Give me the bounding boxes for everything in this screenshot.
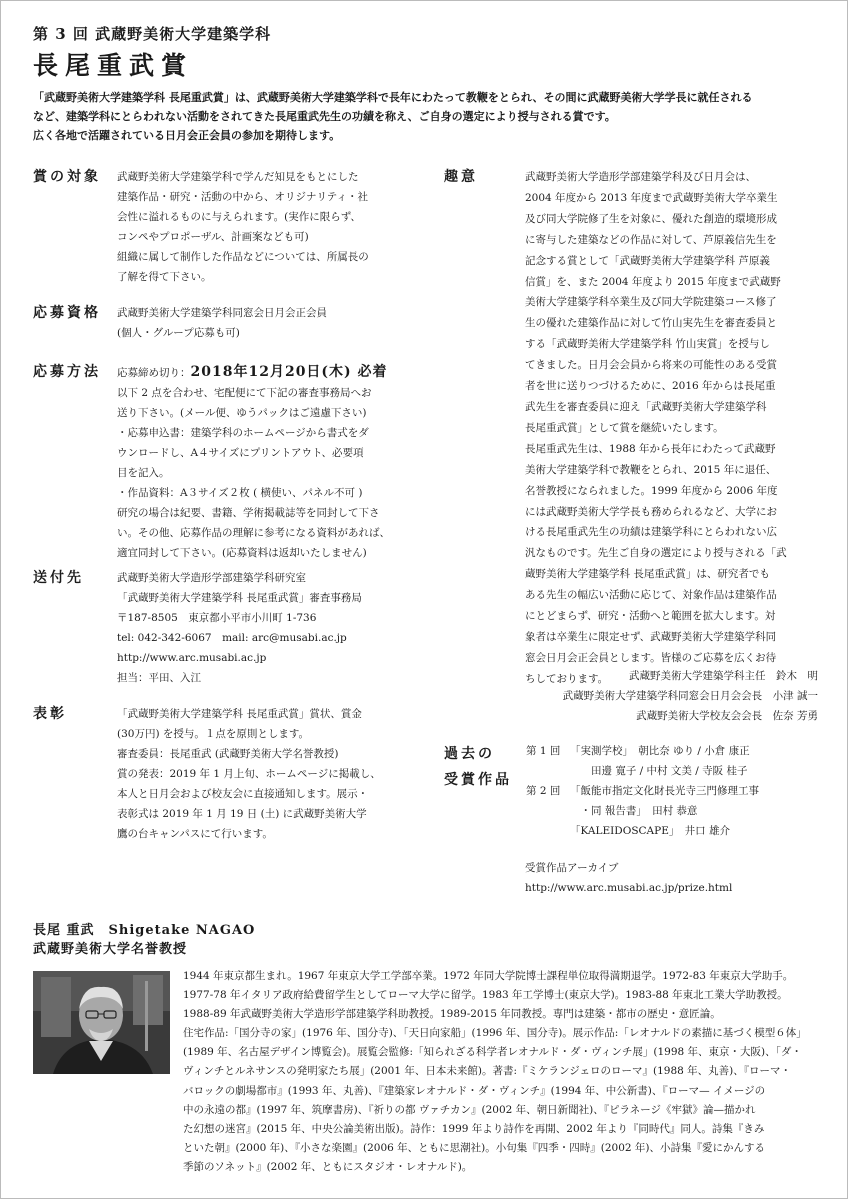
signatories [444, 666, 818, 726]
text-line: い。その他、応募作品の理解に参考になる資料があれば、 [117, 527, 390, 539]
section-label: 応募方法 [33, 364, 101, 380]
text-line: 1988-89 年武蔵野美術大学造形学部建築学科助教授。1989-2015 年同教授。専門は建築・都市の歴史・意匠論。 [183, 1008, 721, 1021]
right-column [444, 167, 824, 690]
archive-link[interactable]: http://www.arc.musabi.ac.jp/prize.html [525, 882, 733, 894]
text-line: 以下 2 点を合わせ、宅配便にて下記の審査事務局へお [117, 387, 372, 399]
text-line: 美術大学建築学科卒業生及び同大学院建築コース修了 [525, 296, 777, 309]
text-line: には武蔵野美術大学学長も務められるなど、大学にお [525, 505, 777, 518]
text-line: 〒187-8505 東京都小平市小川町 1-736 [117, 612, 317, 624]
list-item [526, 821, 824, 841]
text-line: 目を記入。 [117, 467, 170, 479]
text-line: 名誉教授になられました。1999 年度から 2006 年度 [525, 484, 778, 497]
archive-label: 受賞作品アーカイブ [525, 862, 619, 874]
text-line: (1989 年、名古屋デザイン博覧会)。展覧会監修:「知られざる科学者レオナルド・ダ・ヴィンチ展」(1998 年、東京・大阪)、「ダ・ [183, 1046, 802, 1059]
text-line: 武蔵野美術大学建築学科同窓会日月会正会員 [117, 307, 327, 319]
text-line: 鷹の台キャンパスにて行います。 [117, 828, 273, 840]
text-line: 記念する賞として「武蔵野美術大学建築学科 芦原義 [525, 254, 770, 267]
text-line: 象者は卒業生に限定せず、武蔵野美術大学建築学科同 [525, 630, 777, 643]
text-line: 了解を得て下さい。 [117, 271, 212, 283]
text-line: (30万円) を授与。１点を原則とします。 [117, 728, 310, 740]
text-line: する「武蔵野美術大学建築学科 竹山実賞」を授与し [525, 338, 770, 351]
award-number [526, 801, 570, 821]
text-line: (個人・グループ応募も可) [117, 327, 240, 339]
award-text: ・同 報告書」 田村 恭意 [570, 805, 698, 817]
text-line: 適宜同封して下さい。(応募資料は返却いたしません) [117, 547, 367, 559]
section-address [33, 568, 413, 704]
award-text: 「KALEIDOSCAPE」 井口 雄介 [570, 825, 730, 837]
section-award [33, 704, 413, 844]
text-line: ヴィンチとルネサンスの発明家たち展」(2001 年、日本未来館)。著書:『ミケランジェロのローマ』(1988 年、丸善)、『ローマ・ [183, 1065, 792, 1078]
text-line: 本人と日月会および校友会に直接通知します。展示・ [117, 788, 369, 800]
text-line: 蔵野美術大学建築学科 長尾重武賞」は、研究者でも [525, 568, 770, 581]
left-column [33, 167, 413, 844]
text-line: 窓会日月会正会員とします。皆様のご応募を広くお待 [525, 651, 777, 664]
awards-list [526, 741, 824, 841]
profile-bio [183, 967, 825, 1177]
text-line: 者を世に送りつづけるために、2016 年からは長尾重 [525, 380, 776, 393]
signatory: 武蔵野美術大学校友会会長 佐奈 芳勇 [636, 710, 818, 722]
text-line: 武蔵野美術大学建築学科で学んだ知見をもとにした [117, 171, 359, 183]
intro-line: など、建築学科にとらわれない活動をされてきた長尾重武先生の功績を称え、ご自身の選定により授与される賞です。 [33, 110, 616, 123]
text-line: 組織に属して制作した作品などについては、所属長の [117, 251, 369, 263]
award-number: 第 1 回 [526, 745, 561, 757]
text-line: 季節のソネット』(2002 年、ともにスタジオ・レオナルド)。 [183, 1160, 473, 1173]
text-line: 会性に溢れるものに与えられます。(実作に限らず、 [117, 211, 361, 223]
section-target [33, 167, 413, 303]
text-line: ちしております。 [525, 672, 609, 685]
text-line: てきました。日月会会員から将来の可能性のある受賞 [525, 359, 777, 372]
section-body [117, 303, 413, 362]
text-line: 及び同大学院修了生を対象に、優れた創造的環境形成 [525, 212, 777, 225]
section-method [33, 362, 413, 568]
text-line: ・応募申込書：建築学科のホームページから書式をダ [117, 427, 369, 439]
text-line: 汎なものです。先生ご自身の選定により授与される「武 [525, 547, 787, 560]
profile [33, 921, 823, 1173]
intro-line: 広く各地で活躍されている日月会正会員の参加を期待します。 [33, 129, 341, 142]
intro-text [33, 88, 823, 145]
label-line: 過去の [444, 746, 495, 762]
section-body [117, 704, 413, 844]
text-line: ある先生の幅広い活動に応じて、対象作品は建築作品 [525, 589, 777, 602]
deadline-line [117, 362, 413, 383]
text-line: 武先生を審査委員に迎え「武蔵野美術大学建築学科 [525, 400, 767, 413]
text-line: 表彰式は 2019 年 1 月 19 日 (土) に武蔵野美術大学 [117, 808, 367, 820]
section-label: 趣意 [444, 169, 478, 185]
text-line: 生の優れた建築作品に対して竹山実先生を審査委員と [525, 317, 777, 330]
list-item [526, 741, 824, 761]
text-line: 送り下さい。(メール便、ゆうパックはご遠慮下さい) [117, 407, 367, 419]
text-line: 「武蔵野美術大学建築学科 長尾重武賞」審査事務局 [117, 592, 362, 604]
section-eligibility [33, 303, 413, 362]
section-body [117, 568, 413, 704]
label-line: 受賞作品 [444, 772, 512, 788]
deadline-prefix: 応募締め切り： [117, 367, 191, 379]
text-line: ける長尾重武先生の功績は建築学科にとらわれない広 [525, 526, 777, 539]
profile-title: 武蔵野美術大学名誉教授 [33, 942, 188, 957]
text-line: にとどまらず、研究・活動へと範囲を拡大します。対 [525, 610, 776, 623]
text-line: 2004 年度から 2013 年度まで武蔵野美術大学卒業生 [525, 191, 778, 204]
text-line: 信賞」を、また 2004 年度より 2015 年度まで武蔵野 [525, 275, 781, 288]
contact-line[interactable]: tel: 042-342-6067 mail: arc@musabi.ac.jp [117, 632, 347, 644]
text-line: 美術大学建築学科で教鞭をとられ、2015 年に退任、 [525, 463, 777, 476]
text-line: ウンロードし、A４サイズにプリントアウト、必要項 [117, 447, 364, 459]
text-line: 建築作品・研究・活動の中から、オリジナリティ・社 [117, 191, 368, 203]
section-body [117, 362, 413, 568]
text-line: ・作品資料：A３サイズ２枚 ( 横使い、パネル不可 ) [117, 487, 363, 499]
signatory: 武蔵野美術大学建築学科同窓会日月会会長 小津 誠一 [562, 690, 818, 702]
award-text: 「実測学校」 朝比奈 ゆり / 小倉 康正 [570, 745, 750, 757]
section-label: 表彰 [33, 706, 67, 722]
website-link[interactable]: http://www.arc.musabi.ac.jp [117, 652, 267, 664]
list-item [526, 781, 824, 801]
text-line: 武蔵野美術大学造形学部建築学科及び日月会は、 [525, 171, 756, 183]
award-text: 「飯能市指定文化財長光寺三門修理工事 [570, 785, 759, 797]
section-label: 賞の対象 [33, 169, 101, 185]
signatory: 武蔵野美術大学建築学科主任 鈴木 明 [629, 670, 818, 682]
text-line: 「武蔵野美術大学建築学科 長尾重武賞」賞状、賞金 [117, 708, 362, 720]
award-number [526, 821, 570, 841]
profile-name: 長尾 重武 Shigetake NAGAO [33, 923, 256, 938]
portrait-photo [33, 971, 170, 1074]
award-text: 田邊 寛子 / 中村 文美 / 寺阪 桂子 [570, 765, 748, 777]
header [33, 23, 823, 82]
text-line: 長尾重武先生は、1988 年から長年にわたって武蔵野 [525, 442, 776, 455]
text-line: 中の永遠の都』(1997 年、筑摩書房)、『祈りの都 ヴァチカン』(2002 年、朝日新聞社)、『ピラネージ《牢獄》論—描かれ [183, 1103, 756, 1116]
purpose-body [525, 167, 787, 690]
text-line: バロックの劇場都市』(1993 年、丸善)、『建築家レオナルド・ダ・ヴィンチ』(1994 年、中公新書)、『ローマ— イメージの [183, 1084, 766, 1097]
section-body [117, 167, 413, 303]
text-line: 1944 年東京都生まれ。1967 年東京大学工学部卒業。1972 年同大学院博士課程単位取得満期退学。1972-83 年東京大学助手。 [183, 970, 794, 982]
archive [525, 858, 732, 898]
text-line: に寄与した建築などの作品に対して、芦原義信先生を [525, 233, 777, 246]
intro-line: 「武蔵野美術大学建築学科 長尾重武賞」は、武蔵野美術大学建築学科で長年にわたって教鞭をとられ、その間に武蔵野美術大学学長に就任される [33, 91, 753, 104]
section-label: 応募資格 [33, 305, 101, 321]
text-line: コンペやプロポーザル、計画案なども可) [117, 231, 309, 243]
text-line: 審査委員：長尾重武 (武蔵野美術大学名誉教授) [117, 748, 339, 760]
section-label [444, 741, 526, 841]
past-awards [444, 741, 824, 841]
award-series: 第 3 回 武蔵野美術大学建築学科 [33, 25, 272, 43]
text-line: 1977-78 年イタリア政府給費留学生としてローマ大学に留学。1983 年工学博士(東京大学)。1983-88 年東北工業大学助教授。 [183, 989, 788, 1002]
text-line: 研究の場合は紀要、書籍、学術掲載誌等を同封して下さ [117, 507, 380, 519]
text-line: た幻想の迷宮』(2015 年、中央公論美術出版)。詩作：1999 年より詩作を再開、2002 年より『同時代』同人。詩集『きみ [183, 1122, 765, 1135]
text-line: 住宅作品:「国分寺の家」(1976 年、国分寺)、「天日向家船」(1996 年、国分寺)。展示作品:「レオナルドの素描に基づく模型６体」 [183, 1027, 807, 1040]
list-item [526, 801, 824, 821]
text-line: 武蔵野美術大学造形学部建築学科研究室 [117, 572, 306, 584]
text-line: 賞の発表：2019 年 1 月上旬、ホームページに掲載し、 [117, 768, 381, 780]
award-number: 第 2 回 [526, 785, 561, 797]
section-label: 送付先 [33, 570, 84, 586]
list-item [526, 761, 824, 781]
page-title: 長尾重武賞 [33, 51, 194, 80]
text-line: 担当：平田、入江 [117, 672, 201, 684]
deadline-date: 2018年12月20日(木) 必着 [190, 364, 388, 380]
award-number [526, 761, 570, 781]
section-purpose [444, 167, 824, 690]
text-line: 長尾重武賞」として賞を継続いたします。 [525, 421, 724, 434]
text-line: といた朝』(2000 年)、『小さな楽園』(2006 年、ともに思潮社)。小句集『四季・四時』(2002 年)、小詩集『愛にかんする [183, 1141, 766, 1154]
